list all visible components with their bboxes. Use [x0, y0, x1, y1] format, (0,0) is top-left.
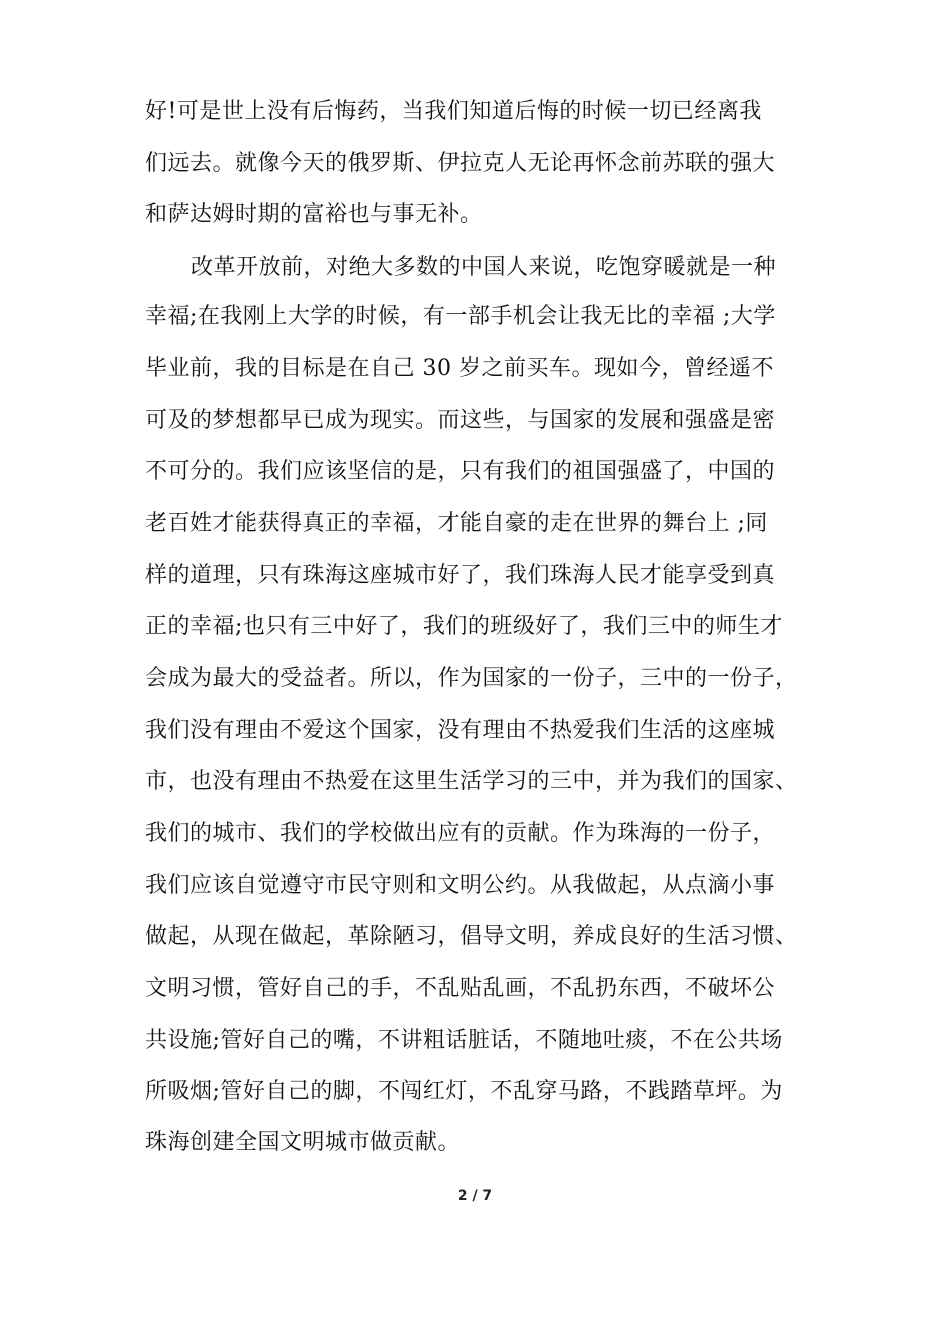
text-line: 可及的梦想都早已成为现实。而这些，与国家的发展和强盛是密: [145, 408, 776, 433]
text-line: 文明习惯，管好自己的手，不乱贴乱画，不乱扔东西，不破坏公: [145, 976, 776, 1001]
text-line: 共设施;管好自己的嘴，不讲粗话脏话，不随地吐痰，不在公共场: [145, 1028, 783, 1053]
text-line: 老百姓才能获得真正的幸福，才能自豪的走在世界的舞台上 ;同: [145, 511, 768, 536]
text-line: 样的道理，只有珠海这座城市好了，我们珠海人民才能享受到真: [145, 563, 776, 588]
page-indicator: 2 / 7: [457, 1188, 493, 1204]
text-line: 们远去。就像今天的俄罗斯、伊拉克人无论再怀念前苏联的强大: [145, 151, 776, 176]
text-line: 毕业前，我的目标是在自己 30 岁之前买车。现如今，曾经遥不: [145, 356, 774, 381]
text-line: 珠海创建全国文明城市做贡献。: [145, 1130, 461, 1155]
text-line: 不可分的。我们应该坚信的是，只有我们的祖国强盛了，中国的: [145, 459, 776, 484]
text-line: 所吸烟;管好自己的脚，不闯红灯，不乱穿马路，不践踏草坪。为: [145, 1079, 783, 1104]
text-line: 幸福;在我刚上大学的时候，有一部手机会让我无比的幸福 ;大学: [145, 304, 776, 329]
text-line: 市，也没有理由不热爱在这里生活学习的三中，并为我们的国家、: [145, 769, 798, 794]
text-line: 做起，从现在做起，革除陋习，倡导文明，养成良好的生活习惯、: [145, 924, 798, 949]
text-line: 我们应该自觉遵守市民守则和文明公约。从我做起，从点滴小事: [145, 873, 776, 898]
text-line: 我们的城市、我们的学校做出应有的贡献。作为珠海的一份子，: [145, 821, 776, 846]
text-line: 好!可是世上没有后悔药，当我们知道后悔的时候一切已经离我: [145, 99, 762, 124]
text-line: 我们没有理由不爱这个国家，没有理由不热爱我们生活的这座城: [145, 718, 776, 743]
text-line: 会成为最大的受益者。所以，作为国家的一份子，三中的一份子，: [145, 666, 798, 691]
text-line: 改革开放前，对绝大多数的中国人来说，吃饱穿暖就是一种: [191, 255, 777, 280]
text-line: 正的幸福;也只有三中好了，我们的班级好了，我们三中的师生才: [145, 614, 783, 639]
text-line: 和萨达姆时期的富裕也与事无补。: [145, 202, 483, 227]
